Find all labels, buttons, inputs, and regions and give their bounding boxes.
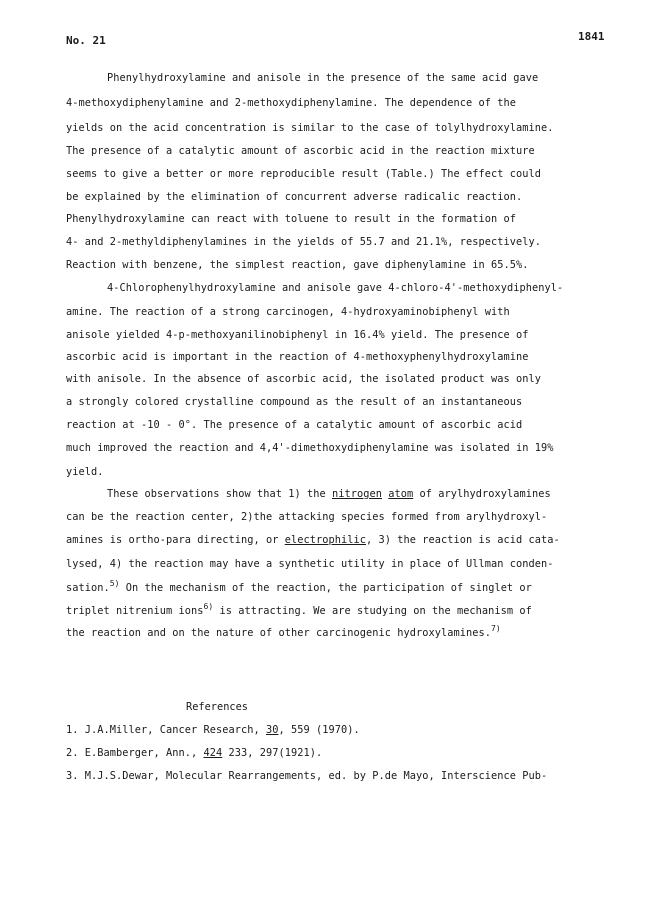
underlined-term-nitrogen: nitrogen: [331, 488, 382, 500]
text-run: triplet nitrenium ions: [66, 605, 204, 617]
text-run: the reaction and on the nature of other carcinogenic hydroxylamines.: [66, 627, 491, 639]
body-line: can be the reaction center, 2)the attacking species formed from arylhydroxyl-: [66, 511, 548, 523]
underlined-term-electrophilic: electrophilic: [284, 534, 366, 546]
reference-item: [66, 724, 360, 737]
citation-superscript: 6): [203, 602, 214, 611]
text-run: is attracting. We are studying on the mechanism of: [213, 605, 532, 617]
body-line: 4-methoxydiphenylamine and 2-methoxydiphenylamine. The dependence of the: [66, 97, 516, 109]
body-line: lysed, 4) the reaction may have a synthetic utility in place of Ullman conden-: [66, 558, 554, 570]
body-line: amine. The reaction of a strong carcinogen, 4-hydroxyaminobiphenyl with: [66, 306, 510, 318]
text-run: , 3) the reaction is acid cata-: [365, 534, 560, 546]
text-run: These observations show that 1) the: [107, 488, 332, 500]
reference-item: [66, 747, 322, 760]
citation-superscript: 7): [490, 624, 501, 633]
body-line: anisole yielded 4-p-methoxyanilinobiphenyl in 16.4% yield. The presence of: [66, 329, 529, 341]
body-line: 4-Chlorophenylhydroxylamine and anisole gave 4-chloro-4'-methoxydiphenyl-: [107, 282, 564, 294]
body-line: [66, 624, 501, 640]
body-line: 4- and 2-methyldiphenylamines in the yields of 55.7 and 21.1%, respectively.: [66, 236, 541, 248]
page-number: 1841: [578, 30, 605, 43]
body-line: [66, 579, 532, 595]
citation-superscript: 5): [109, 579, 120, 588]
text-run: 2. E.Bamberger, Ann.,: [66, 747, 204, 759]
text-run: of arylhydroxylamines: [413, 488, 551, 500]
body-line: with anisole. In the absence of ascorbic acid, the isolated product was only: [66, 373, 541, 385]
underlined-term-atom: atom: [388, 488, 414, 500]
text-run: amines is ortho-para directing, or: [66, 534, 285, 546]
body-line: be explained by the elimination of concurrent adverse radicalic reaction.: [66, 191, 523, 203]
body-line: yield.: [66, 466, 104, 478]
body-line: [66, 602, 532, 618]
body-line: seems to give a better or more reproducible result (Table.) The effect could: [66, 168, 541, 180]
body-line: Phenylhydroxylamine can react with toluene to result in the formation of: [66, 213, 516, 225]
body-line: reaction at -10 - 0°. The presence of a catalytic amount of ascorbic acid: [66, 419, 523, 431]
body-line: a strongly colored crystalline compound as the result of an instantaneous: [66, 396, 523, 408]
body-line: Phenylhydroxylamine and anisole in the presence of the same acid gave: [107, 72, 539, 84]
text-run: , 559 (1970).: [278, 724, 360, 736]
journal-issue: No. 21: [66, 34, 106, 47]
body-line: Reaction with benzene, the simplest reaction, gave diphenylamine in 65.5%.: [66, 259, 529, 271]
reference-item: 3. M.J.S.Dewar, Molecular Rearrangements, ed. by P.de Mayo, Interscience Pub-: [66, 770, 548, 782]
body-line: The presence of a catalytic amount of ascorbic acid in the reaction mixture: [66, 145, 535, 157]
volume-number: 30: [265, 724, 279, 736]
references-heading: References: [186, 701, 248, 713]
body-line: [107, 488, 551, 501]
text-run: sation.: [66, 582, 110, 594]
text-run: On the mechanism of the reaction, the participation of singlet or: [119, 582, 532, 594]
body-line: much improved the reaction and 4,4'-dimethoxydiphenylamine was isolated in 19%: [66, 442, 554, 454]
body-line: [66, 534, 560, 547]
text-run: 1. J.A.Miller, Cancer Research,: [66, 724, 266, 736]
text-run: 233, 297(1921).: [222, 747, 323, 759]
body-line: ascorbic acid is important in the reaction of 4-methoxyphenylhydroxylamine: [66, 351, 529, 363]
volume-number: 424: [203, 747, 223, 759]
body-line: yields on the acid concentration is similar to the case of tolylhydroxylamine.: [66, 122, 554, 134]
